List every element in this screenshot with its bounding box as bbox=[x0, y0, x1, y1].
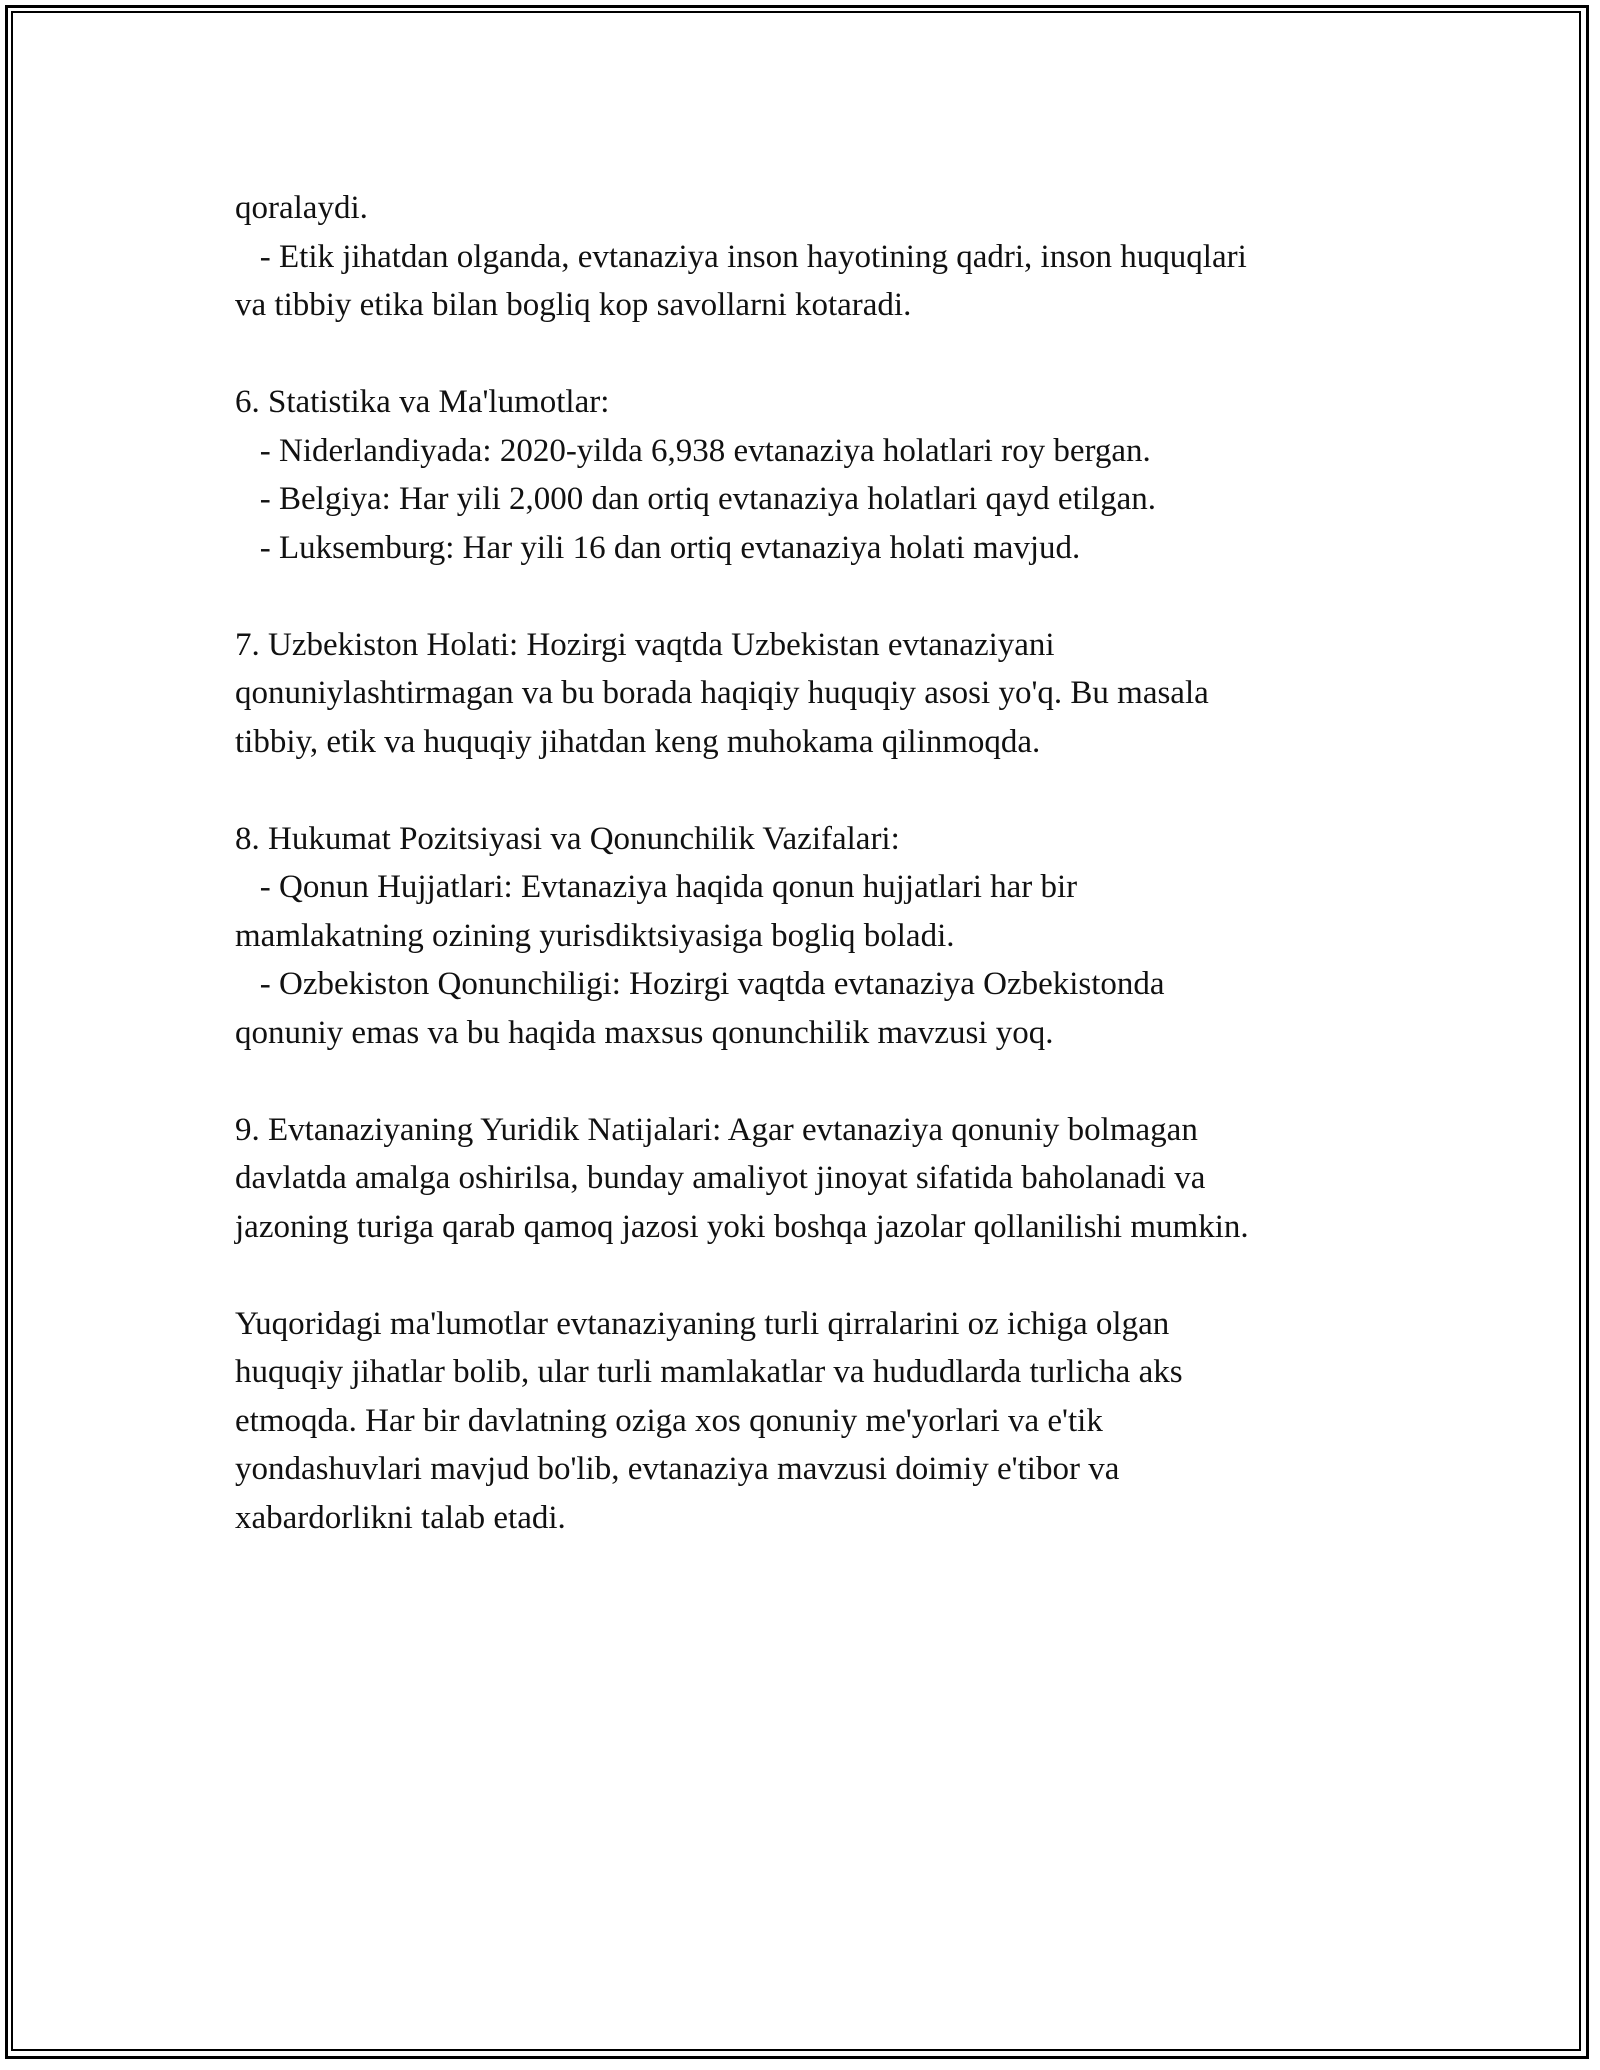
text-line: qoralaydi. bbox=[235, 190, 368, 226]
paragraph-gap bbox=[235, 1057, 1380, 1106]
text-line: huquqiy jihatlar bolib, ular turli mamlakatlar va hududlarda turlicha aks bbox=[235, 1354, 1183, 1390]
paragraph-gap bbox=[235, 1251, 1380, 1300]
section-7-uzbekistan-status bbox=[235, 621, 1380, 767]
text-line: va tibbiy etika bilan bogliq kop savollarni kotaradi. bbox=[235, 287, 912, 323]
text-line: - Belgiya: Har yili 2,000 dan ortiq evtanaziya holatlari qayd etilgan. bbox=[235, 481, 1156, 517]
text-line: davlatda amalga oshirilsa, bunday amaliyot jinoyat sifatida baholanadi va bbox=[235, 1160, 1206, 1196]
text-line: qonuniy emas va bu haqida maxsus qonunchilik mavzusi yoq. bbox=[235, 1014, 1054, 1051]
intro-continuation bbox=[235, 184, 1380, 330]
text-line: jazoning turiga qarab qamoq jazosi yoki boshqa jazolar qollanilishi mumkin. bbox=[235, 1208, 1249, 1245]
section-heading: 7. Uzbekiston Holati: Hozirgi vaqtda Uzbekistan evtanaziyani bbox=[235, 626, 1055, 663]
text-line: - Ozbekiston Qonunchiligi: Hozirgi vaqtda evtanaziya Ozbekistonda bbox=[235, 966, 1165, 1002]
section-heading: 8. Hukumat Pozitsiyasi va Qonunchilik Vazifalari: bbox=[235, 820, 900, 857]
section-heading: 9. Evtanaziyaning Yuridik Natijalari: Agar evtanaziya qonuniy bolmagan bbox=[235, 1111, 1198, 1148]
paragraph-gap bbox=[235, 572, 1380, 621]
text-line: Yuqoridagi ma'lumotlar evtanaziyaning turli qirralarini oz ichiga olgan bbox=[235, 1305, 1170, 1342]
text-line: - Qonun Hujjatlari: Evtanaziya haqida qonun hujjatlari har bir bbox=[235, 869, 1078, 905]
conclusion bbox=[235, 1300, 1380, 1543]
text-line: yondashuvlari mavjud bo'lib, evtanaziya mavzusi doimiy e'tibor va bbox=[235, 1451, 1120, 1487]
section-8-government-position bbox=[235, 815, 1380, 1058]
text-line: - Etik jihatdan olganda, evtanaziya inson hayotining qadri, inson huquqlari bbox=[235, 238, 1247, 275]
paragraph-gap bbox=[235, 330, 1380, 379]
text-line: - Luksemburg: Har yili 16 dan ortiq evtanaziya holati mavjud. bbox=[235, 529, 1081, 566]
section-heading: 6. Statistika va Ma'lumotlar: bbox=[235, 384, 610, 420]
text-line: xabardorlikni talab etadi. bbox=[235, 1499, 566, 1536]
text-line: mamlakatning ozining yurisdiktsiyasiga bogliq boladi. bbox=[235, 917, 955, 954]
text-line: tibbiy, etik va huquqiy jihatdan keng muhokama qilinmoqda. bbox=[235, 723, 1041, 760]
text-line: - Niderlandiyada: 2020-yilda 6,938 evtanaziya holatlari roy bergan. bbox=[235, 432, 1151, 469]
document-body bbox=[235, 184, 1380, 1542]
paragraph-gap bbox=[235, 766, 1380, 815]
text-line: qonuniylashtirmagan va bu borada haqiqiy huquqiy asosi yo'q. Bu masala bbox=[235, 675, 1209, 711]
section-9-legal-consequences bbox=[235, 1106, 1380, 1252]
section-6-statistics bbox=[235, 378, 1380, 572]
text-line: etmoqda. Har bir davlatning oziga xos qonuniy me'yorlari va e'tik bbox=[235, 1402, 1103, 1439]
